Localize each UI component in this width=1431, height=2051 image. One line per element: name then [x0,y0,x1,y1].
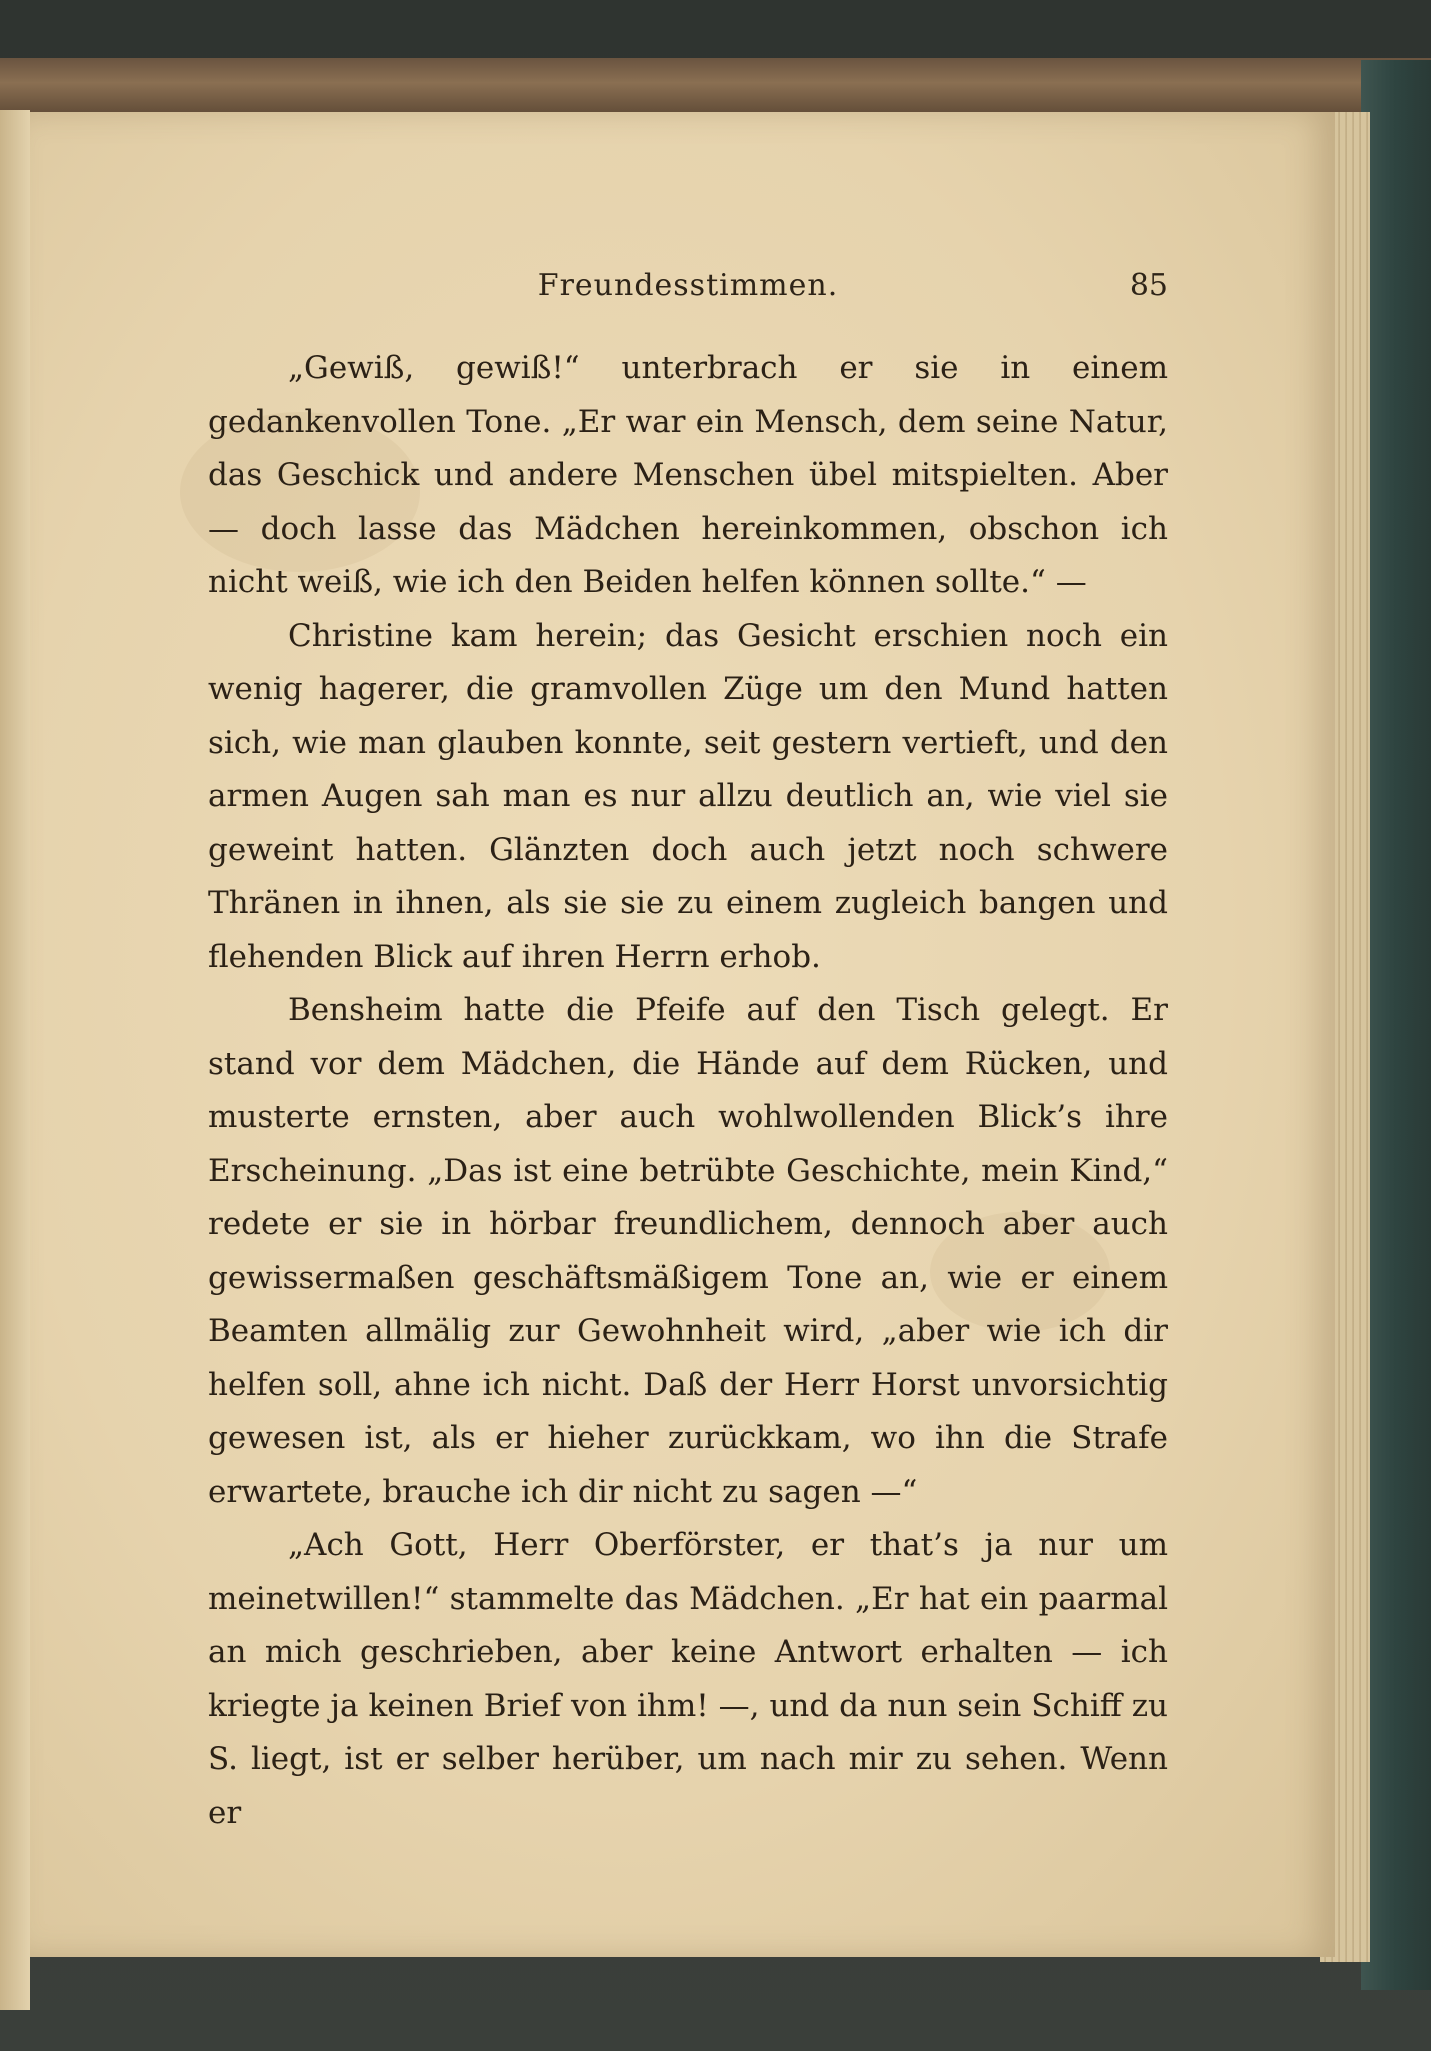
paragraph: „Ach Gott, Herr Oberförster, er that’s ja nur um meinetwillen!“ stammelte das Mädchen. „Er hat ein paarmal an mich geschrieben, aber keine Antwort erhalten — ich kriegte ja keinen Brief von ihm! —, und da nun sein Schiff zu S. liegt, ist er selber herüber, um nach mir zu sehen. Wenn er [208,1527,1168,1831]
running-title: Freundesstimmen. [537,268,839,303]
page-number: 85 [1129,268,1168,303]
paragraph: „Gewiß, gewiß!“ unterbrach er sie in einem gedankenvollen Tone. „Er war ein Mensch, dem seine Natur, das Geschick und andere Menschen übel mitspielten. Aber — doch lasse das Mädchen hereinkommen, obschon ich nicht weiß, wie ich den Beiden helfen können sollte.“ — [208,350,1168,600]
book-cover-top-edge [0,58,1431,120]
book-gutter-edge [0,110,30,2010]
book-cover-right-edge [1361,60,1431,1990]
body-text [208,342,1168,1840]
page-header [208,268,1168,308]
paragraph: Christine kam herein; das Gesicht erschien noch ein wenig hagerer, die gramvollen Züge um den Mund hatten sich, wie man glauben konnte, seit gestern vertieft, und den armen Augen sah man es nur allzu deutlich an, wie viel sie geweint hatten. Glänzten doch auch jetzt noch schwere Thränen in ihnen, als sie sie zu einem zugleich bangen und flehenden Blick auf ihren Herrn erhob. [208,617,1168,975]
paragraph: Bensheim hatte die Pfeife auf den Tisch gelegt. Er stand vor dem Mädchen, die Hände auf dem Rücken, und musterte ernsten, aber auch wohlwollenden Blick’s ihre Erscheinung. „Das ist eine betrübte Geschichte, mein Kind,“ redete er sie in hörbar freundlichem, dennoch aber auch gewissermaßen geschäftsmäßigem Tone an, wie er einem Beamten allmälig zur Gewohnheit wird, „aber wie ich dir helfen soll, ahne ich nicht. Daß der Herr Horst unvorsichtig gewesen ist, als er hieher zurückkam, wo ihn die Strafe erwartete, brauche ich dir nicht zu sagen —“ [208,992,1168,1510]
